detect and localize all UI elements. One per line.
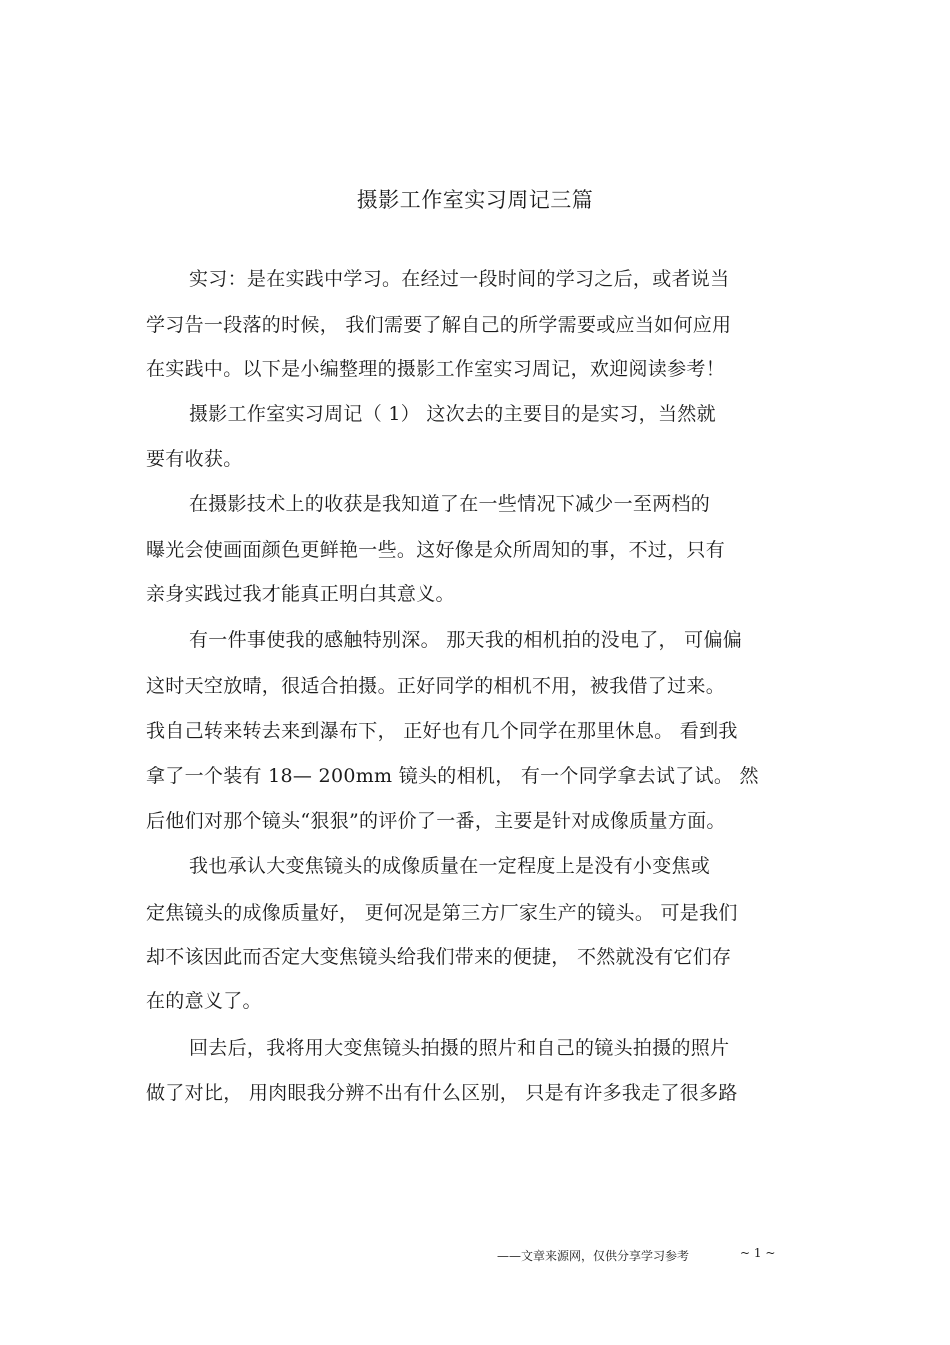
- paragraph-line: 有一件事使我的感触特别深。 那天我的相机拍的没电了， 可偏偏: [189, 629, 743, 651]
- paragraph-line: 亲身实践过我才能真正明白其意义。: [146, 583, 455, 605]
- paragraph-line: 在的意义了。: [146, 990, 262, 1012]
- paragraph-line: 后他们对那个镜头“狠狠”的评价了一番，主要是针对成像质量方面。: [146, 810, 726, 832]
- page-number: ~ 1 ~: [740, 1246, 776, 1260]
- paragraph-line: 回去后，我将用大变焦镜头拍摄的照片和自己的镜头拍摄的照片: [189, 1037, 730, 1059]
- paragraph-line: 我自己转来转去来到瀑布下， 正好也有几个同学在那里休息。 看到我: [146, 720, 738, 742]
- paragraph-line: 实习：是在实践中学习。在经过一段时间的学习之后，或者说当: [189, 268, 730, 290]
- paragraph-line: 在实践中。以下是小编整理的摄影工作室实习周记，欢迎阅读参考！: [146, 358, 726, 380]
- paragraph-line: 做了对比， 用肉眼我分辨不出有什么区别， 只是有许多我走了很多路: [146, 1082, 738, 1104]
- paragraph-line: 拿了一个装有 18— 200mm 镜头的相机， 有一个同学拿去试了试。 然: [146, 765, 759, 787]
- paragraph-line: 摄影工作室实习周记（ 1） 这次去的主要目的是实习，当然就: [189, 403, 716, 425]
- paragraph-line: 却不该因此而否定大变焦镜头给我们带来的便捷， 不然就没有它们存: [146, 946, 732, 968]
- footer-source-note: ——文章来源网，仅供分享学习参考: [497, 1249, 690, 1263]
- paragraph-line: 要有收获。: [146, 448, 243, 470]
- paragraph-line: 在摄影技术上的收获是我知道了在一些情况下减少一至两档的: [189, 493, 711, 515]
- paragraph-line: 这时天空放晴，很适合拍摄。正好同学的相机不用，被我借了过来。: [146, 675, 726, 697]
- document-title: 摄影工作室实习周记三篇: [356, 188, 594, 212]
- paragraph-line: 曝光会使画面颜色更鲜艳一些。这好像是众所周知的事，不过，只有: [146, 539, 726, 561]
- paragraph-line: 学习告一段落的时候， 我们需要了解自己的所学需要或应当如何应用: [146, 314, 732, 336]
- paragraph-line: 定焦镜头的成像质量好， 更何况是第三方厂家生产的镜头。 可是我们: [146, 902, 738, 924]
- paragraph-line: 我也承认大变焦镜头的成像质量在一定程度上是没有小变焦或: [189, 855, 711, 877]
